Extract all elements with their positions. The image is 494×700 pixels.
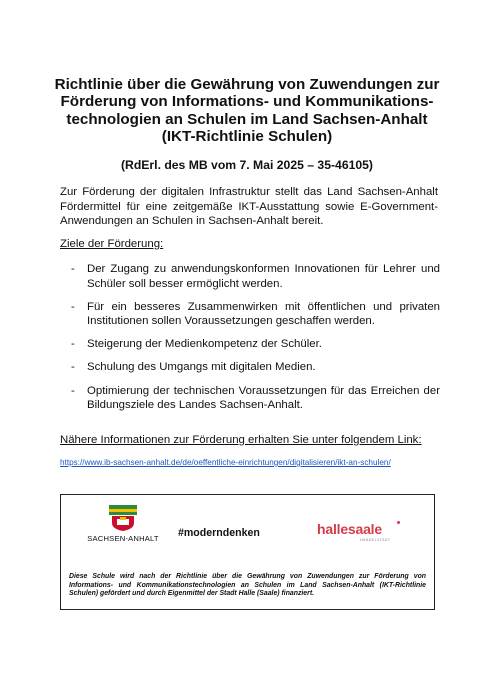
- bullet-dash: -: [71, 263, 75, 275]
- funding-info-link[interactable]: https://www.ib-sachsen-anhalt.de/de/oeffentliche-einrichtungen/digitalisieren/ikt-an-schulen/: [60, 458, 391, 467]
- goal-text: Steigerung der Medienkompetenz der Schüler.: [87, 338, 322, 351]
- decree-reference: (RdErl. des MB vom 7. Mai 2025 – 35-46105): [121, 158, 373, 172]
- campaign-hashtag: #moderndenken: [178, 527, 260, 539]
- goals-heading: Ziele der Förderung:: [60, 238, 164, 250]
- document-title: Richtlinie über die Gewährung von Zuwendungen zur Förderung von Informations- und Kommunikations-technologien an Schulen im Land Sachsen-Anhalt (IKT-Richtlinie Schulen): [54, 76, 440, 146]
- goals-list: [60, 262, 440, 421]
- sachsen-anhalt-logo: [79, 505, 167, 549]
- halle-tagline: HÄNDELSTADT: [360, 538, 391, 542]
- intro-paragraph: Zur Förderung der digitalen Infrastruktur stellt das Land Sachsen-Anhalt Fördermittel für eine zeitgemäße IKT-Ausstattung sowie E-Government-Anwendungen an Schulen in Sachsen-Anhalt bereit.: [60, 186, 438, 228]
- sachsen-anhalt-wordmark: SACHSEN-ANHALT: [87, 534, 159, 543]
- bullet-dash: -: [71, 384, 75, 397]
- goal-text: Optimierung der technischen Voraussetzungen für das Erreichen der Bildungsziele des Landes Sachsen-Anhalt.: [87, 384, 440, 412]
- halle-dot-icon: [397, 521, 400, 524]
- goal-item: [60, 300, 440, 329]
- info-heading: Nähere Informationen zur Förderung erhalten Sie unter folgendem Link:: [60, 434, 422, 446]
- goal-item: [60, 262, 440, 291]
- halle-saale-logo: [317, 521, 397, 547]
- goal-text: Für ein besseres Zusammenwirken mit öffentlichen und privaten Institutionen sollen Voraussetzungen geschaffen werden.: [87, 300, 440, 328]
- goal-text: Der Zugang zu anwendungskonformen Innovationen für Lehrer und Schüler soll besser ermöglicht werden.: [87, 263, 440, 290]
- sponsor-box: [60, 494, 435, 610]
- goal-item: [60, 384, 440, 413]
- bullet-dash: -: [71, 361, 75, 374]
- goal-item: [60, 360, 440, 375]
- bullet-dash: -: [71, 300, 75, 313]
- halle-wordmark: hallesaale: [317, 521, 382, 537]
- bullet-dash: -: [71, 338, 75, 351]
- funding-statement: Diese Schule wird nach der Richtlinie über die Gewährung von Zuwendungen zur Förderung von Informations- und Kommunikationstechnologien an Schulen im Land Sachsen-Anhalt (IKT-Richtlinie Schulen) gefördert und durch Eigenmittel der Stadt Halle (Saale) finanziert.: [69, 573, 426, 598]
- goal-item: [60, 337, 440, 352]
- coat-of-arms-icon: [109, 505, 137, 531]
- goal-text: Schulung des Umgangs mit digitalen Medien.: [87, 361, 316, 374]
